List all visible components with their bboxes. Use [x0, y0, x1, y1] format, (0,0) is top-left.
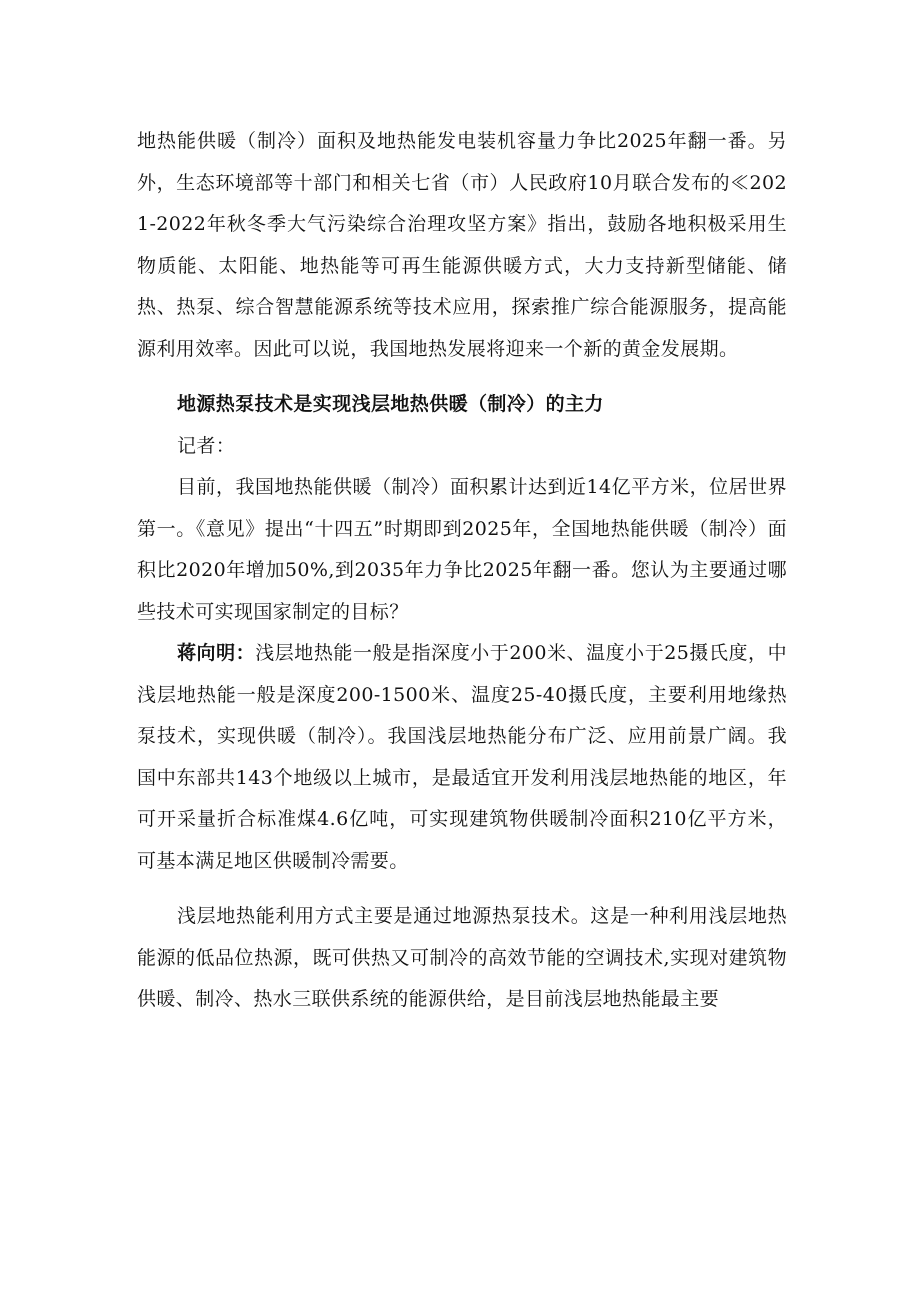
reporter-label: 记者：: [177, 434, 236, 457]
interviewee-name: 蒋向明：: [177, 642, 256, 664]
answer-text: 浅层地热能一般是指深度小于200米、温度小于25摄氏度，中浅层地热能一般是深度200-1500米、温度25-40摄氏度，主要利用地缘热泵技术，实现供暖（制冷）。我国浅层地热能分布广泛、应用前景广阔。我国中东部共143个地级以上城市，是最适宜开发利用浅层地热能的地区，年可开采量折合标准煤4.6亿吨，可实现建筑物供暖制冷面积210亿平方米，可基本满足地区供暖制冷需要。: [137, 642, 787, 872]
paragraph-policy-context: 地热能供暖（制冷）面积及地热能发电装机容量力争比2025年翻一番。另外，生态环境部等十部门和相关七省（市）人民政府10月联合发布的≪2021-2022年秋冬季大气污染综合治理攻坚方案》指出，鼓励各地积极采用生物质能、太阳能、地热能等可再生能源供暖方式，大力支持新型储能、储热、热泵、综合智慧能源系统等技术应用，探索推广综合能源服务，提高能源利用效率。因此可以说，我国地热发展将迎来一个新的黄金发展期。: [137, 130, 787, 360]
section-heading: 地源热泵技术是实现浅层地热供暖（制冷）的主力: [177, 393, 604, 415]
document-body: [137, 121, 787, 1021]
reporter-question: 目前，我国地热能供暖（制冷）面积累计达到近14亿平方米，位居世界第一。《意见》提出“十四五”时期即到2025年，全国地热能供暖（制冷）面积比2020年增加50%,到2035年力争比2025年翻一番。您认为主要通过哪些技术可实现国家制定的目标？: [137, 476, 787, 623]
interviewee-answer: [137, 633, 787, 882]
paragraph-ground-source-heat-pump: 浅层地热能利用方式主要是通过地源热泵技术。这是一种利用浅层地热能源的低品位热源，既可供热又可制冷的高效节能的空调技术,实现对建筑物供暖、制冷、热水三联供系统的能源供给，是目前浅层地热能最主要: [137, 905, 787, 1010]
